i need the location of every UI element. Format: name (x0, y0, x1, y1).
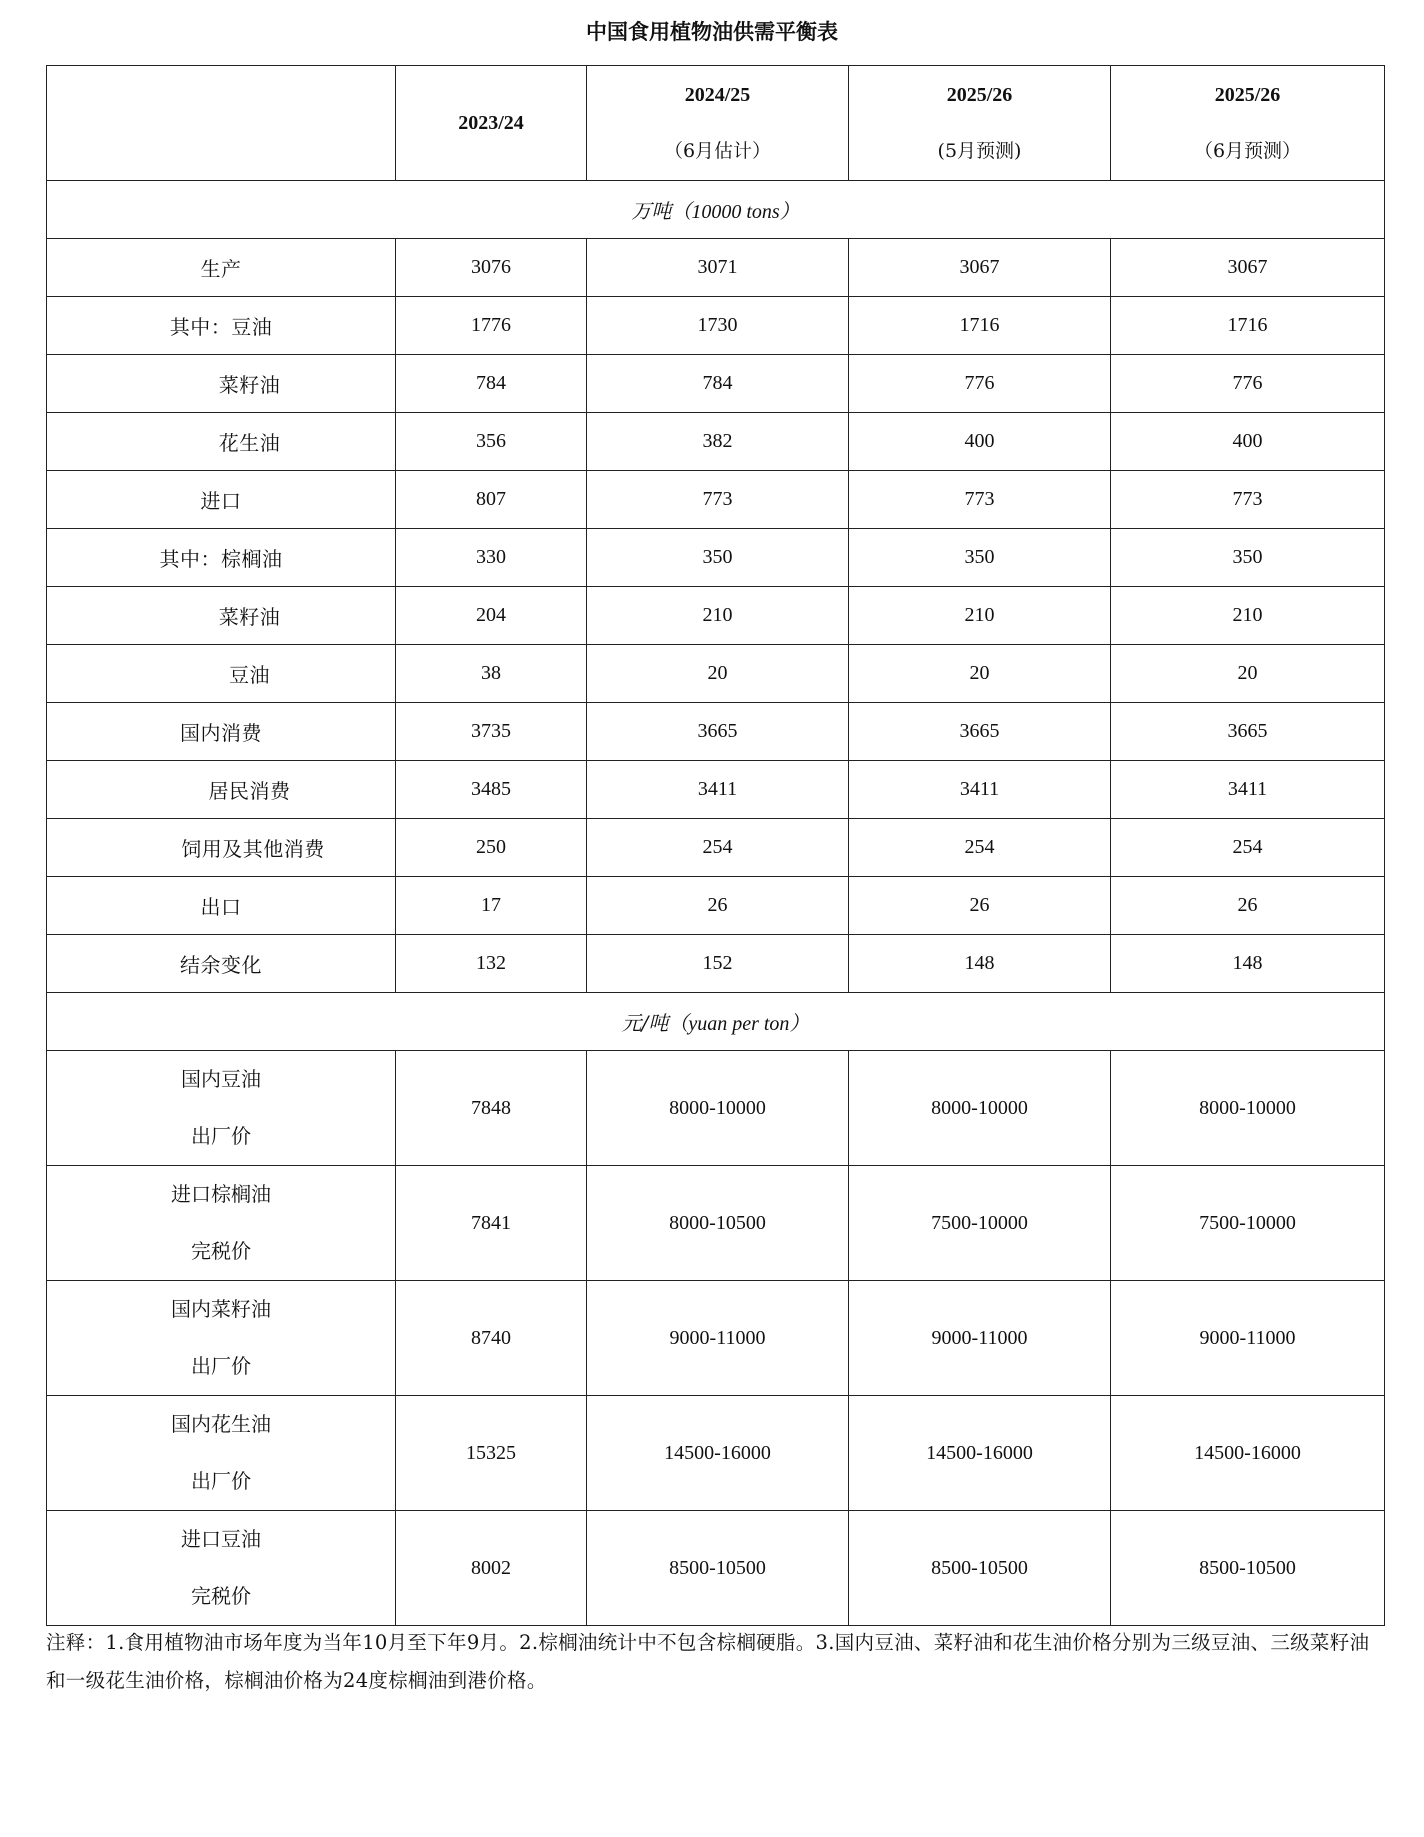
unit-label-price (47, 993, 1385, 1051)
table-row (47, 471, 1385, 529)
row-label: 豆油 (47, 645, 396, 703)
table-cell: 250 (396, 819, 587, 877)
table-cell: 1716 (849, 297, 1111, 355)
table-cell: 8000-10000 (1111, 1051, 1385, 1166)
price-label (47, 1396, 396, 1511)
table-cell: 17 (396, 877, 587, 935)
header-col-2023-24 (396, 66, 587, 181)
price-row (47, 1281, 1385, 1396)
header-blank-cell (47, 66, 396, 181)
table-cell: 784 (587, 355, 849, 413)
table-cell: 3665 (587, 703, 849, 761)
unit-row-volume (47, 181, 1385, 239)
header-subtitle: (5月预测) (937, 140, 1022, 162)
table-cell: 8000-10000 (587, 1051, 849, 1166)
unit-cn: 万吨（ (631, 199, 692, 223)
row-label: 国内消费 (47, 703, 396, 761)
table-cell: 3411 (587, 761, 849, 819)
table-cell: 8000-10000 (849, 1051, 1111, 1166)
table-row (47, 413, 1385, 471)
price-label-line1: 进口棕榈油 (171, 1182, 271, 1206)
header-col-2024-25 (587, 66, 849, 181)
table-cell: 3411 (1111, 761, 1385, 819)
table-cell: 1776 (396, 297, 587, 355)
table-cell: 14500-16000 (849, 1396, 1111, 1511)
header-subtitle: （6月估计） (663, 140, 772, 162)
table-cell: 3665 (849, 703, 1111, 761)
row-label: 饲用及其他消费 (47, 819, 396, 877)
table-cell: 254 (587, 819, 849, 877)
table-cell: 148 (849, 935, 1111, 993)
table-row (47, 703, 1385, 761)
table-cell: 9000-11000 (1111, 1281, 1385, 1396)
price-label-line2: 出厂价 (191, 1354, 251, 1378)
price-row (47, 1396, 1385, 1511)
table-row (47, 529, 1385, 587)
table-cell: 8740 (396, 1281, 587, 1396)
price-label-line2: 完税价 (191, 1584, 251, 1608)
table-cell: 38 (396, 645, 587, 703)
table-cell: 350 (587, 529, 849, 587)
table-cell: 210 (1111, 587, 1385, 645)
row-label: 花生油 (47, 413, 396, 471)
table-cell: 254 (849, 819, 1111, 877)
table-cell: 3076 (396, 239, 587, 297)
row-label: 菜籽油 (47, 355, 396, 413)
row-label: 居民消费 (47, 761, 396, 819)
table-cell: 3735 (396, 703, 587, 761)
table-cell: 8500-10500 (1111, 1511, 1385, 1626)
table-cell: 7500-10000 (849, 1166, 1111, 1281)
header-col-2025-26-may (849, 66, 1111, 181)
unit-label-volume (47, 181, 1385, 239)
table-row (47, 297, 1385, 355)
unit-en: 10000 tons (691, 201, 780, 223)
table-cell: 350 (1111, 529, 1385, 587)
table-row (47, 877, 1385, 935)
table-cell: 26 (587, 877, 849, 935)
table-cell: 807 (396, 471, 587, 529)
table-cell: 254 (1111, 819, 1385, 877)
table-cell: 210 (849, 587, 1111, 645)
row-label: 其中：豆油 (47, 297, 396, 355)
unit-close: ） (779, 199, 800, 223)
table-cell: 382 (587, 413, 849, 471)
table-cell: 3067 (849, 239, 1111, 297)
table-cell: 26 (849, 877, 1111, 935)
price-label (47, 1051, 396, 1166)
table-row (47, 239, 1385, 297)
price-label-line1: 国内菜籽油 (171, 1297, 271, 1321)
table-cell: 210 (587, 587, 849, 645)
table-cell: 20 (849, 645, 1111, 703)
table-cell: 8500-10500 (587, 1511, 849, 1626)
table-cell: 1716 (1111, 297, 1385, 355)
row-label: 出口 (47, 877, 396, 935)
header-year: 2024/25 (684, 84, 751, 106)
unit-close: ） (789, 1011, 810, 1035)
price-label (47, 1166, 396, 1281)
table-cell: 9000-11000 (849, 1281, 1111, 1396)
table-cell: 3071 (587, 239, 849, 297)
price-label-line2: 完税价 (191, 1239, 251, 1263)
price-label-line1: 国内豆油 (181, 1067, 261, 1091)
price-label-line1: 国内花生油 (171, 1412, 271, 1436)
unit-row-price (47, 993, 1385, 1051)
row-label: 结余变化 (47, 935, 396, 993)
page-title: 中国食用植物油供需平衡表 (586, 20, 838, 44)
table-row (47, 355, 1385, 413)
unit-cn: 元/吨（ (621, 1011, 689, 1035)
table-cell: 7500-10000 (1111, 1166, 1385, 1281)
price-label-line2: 出厂价 (191, 1469, 251, 1493)
header-year: 2025/26 (946, 84, 1013, 106)
price-row (47, 1166, 1385, 1281)
footnote: 注释：1.食用植物油市场年度为当年10月至下年9月。2.棕榈油统计中不包含棕榈硬脂。3.国内豆油、菜籽油和花生油价格分别为三级豆油、三级菜籽油和一级花生油价格，棕榈油价格为24度棕榈油到港价格。 (46, 1631, 1370, 1692)
table-row (47, 761, 1385, 819)
table-cell: 7841 (396, 1166, 587, 1281)
table-cell: 776 (1111, 355, 1385, 413)
row-label: 生产 (47, 239, 396, 297)
header-year: 2025/26 (1214, 84, 1281, 106)
price-label-line1: 进口豆油 (181, 1527, 261, 1551)
header-subtitle: （6月预测） (1193, 140, 1302, 162)
header-col-2025-26-jun (1111, 66, 1385, 181)
table-cell: 8000-10500 (587, 1166, 849, 1281)
table-cell: 773 (1111, 471, 1385, 529)
unit-en: yuan per ton (688, 1013, 790, 1035)
table-cell: 3665 (1111, 703, 1385, 761)
table-cell: 15325 (396, 1396, 587, 1511)
table-header-row (47, 66, 1385, 181)
table-cell: 784 (396, 355, 587, 413)
supply-demand-table (46, 65, 1385, 1626)
table-row (47, 819, 1385, 877)
table-cell: 3485 (396, 761, 587, 819)
header-year: 2023/24 (458, 112, 524, 134)
table-cell: 330 (396, 529, 587, 587)
row-label: 菜籽油 (47, 587, 396, 645)
table-cell: 148 (1111, 935, 1385, 993)
price-label (47, 1281, 396, 1396)
table-cell: 8002 (396, 1511, 587, 1626)
price-label (47, 1511, 396, 1626)
table-cell: 773 (849, 471, 1111, 529)
row-label: 其中：棕榈油 (47, 529, 396, 587)
table-row (47, 935, 1385, 993)
table-cell: 400 (1111, 413, 1385, 471)
price-row (47, 1511, 1385, 1626)
table-cell: 8500-10500 (849, 1511, 1111, 1626)
table-cell: 773 (587, 471, 849, 529)
table-cell: 20 (1111, 645, 1385, 703)
table-cell: 14500-16000 (587, 1396, 849, 1511)
table-cell: 776 (849, 355, 1111, 413)
table-cell: 1730 (587, 297, 849, 355)
table-cell: 14500-16000 (1111, 1396, 1385, 1511)
row-label: 进口 (47, 471, 396, 529)
table-cell: 350 (849, 529, 1111, 587)
table-cell: 204 (396, 587, 587, 645)
price-row (47, 1051, 1385, 1166)
price-label-line2: 出厂价 (191, 1124, 251, 1148)
table-cell: 9000-11000 (587, 1281, 849, 1396)
table-cell: 7848 (396, 1051, 587, 1166)
table-cell: 356 (396, 413, 587, 471)
table-cell: 132 (396, 935, 587, 993)
table-cell: 152 (587, 935, 849, 993)
table-row (47, 645, 1385, 703)
table-cell: 3411 (849, 761, 1111, 819)
table-cell: 20 (587, 645, 849, 703)
table-cell: 26 (1111, 877, 1385, 935)
table-cell: 400 (849, 413, 1111, 471)
table-row (47, 587, 1385, 645)
table-cell: 3067 (1111, 239, 1385, 297)
